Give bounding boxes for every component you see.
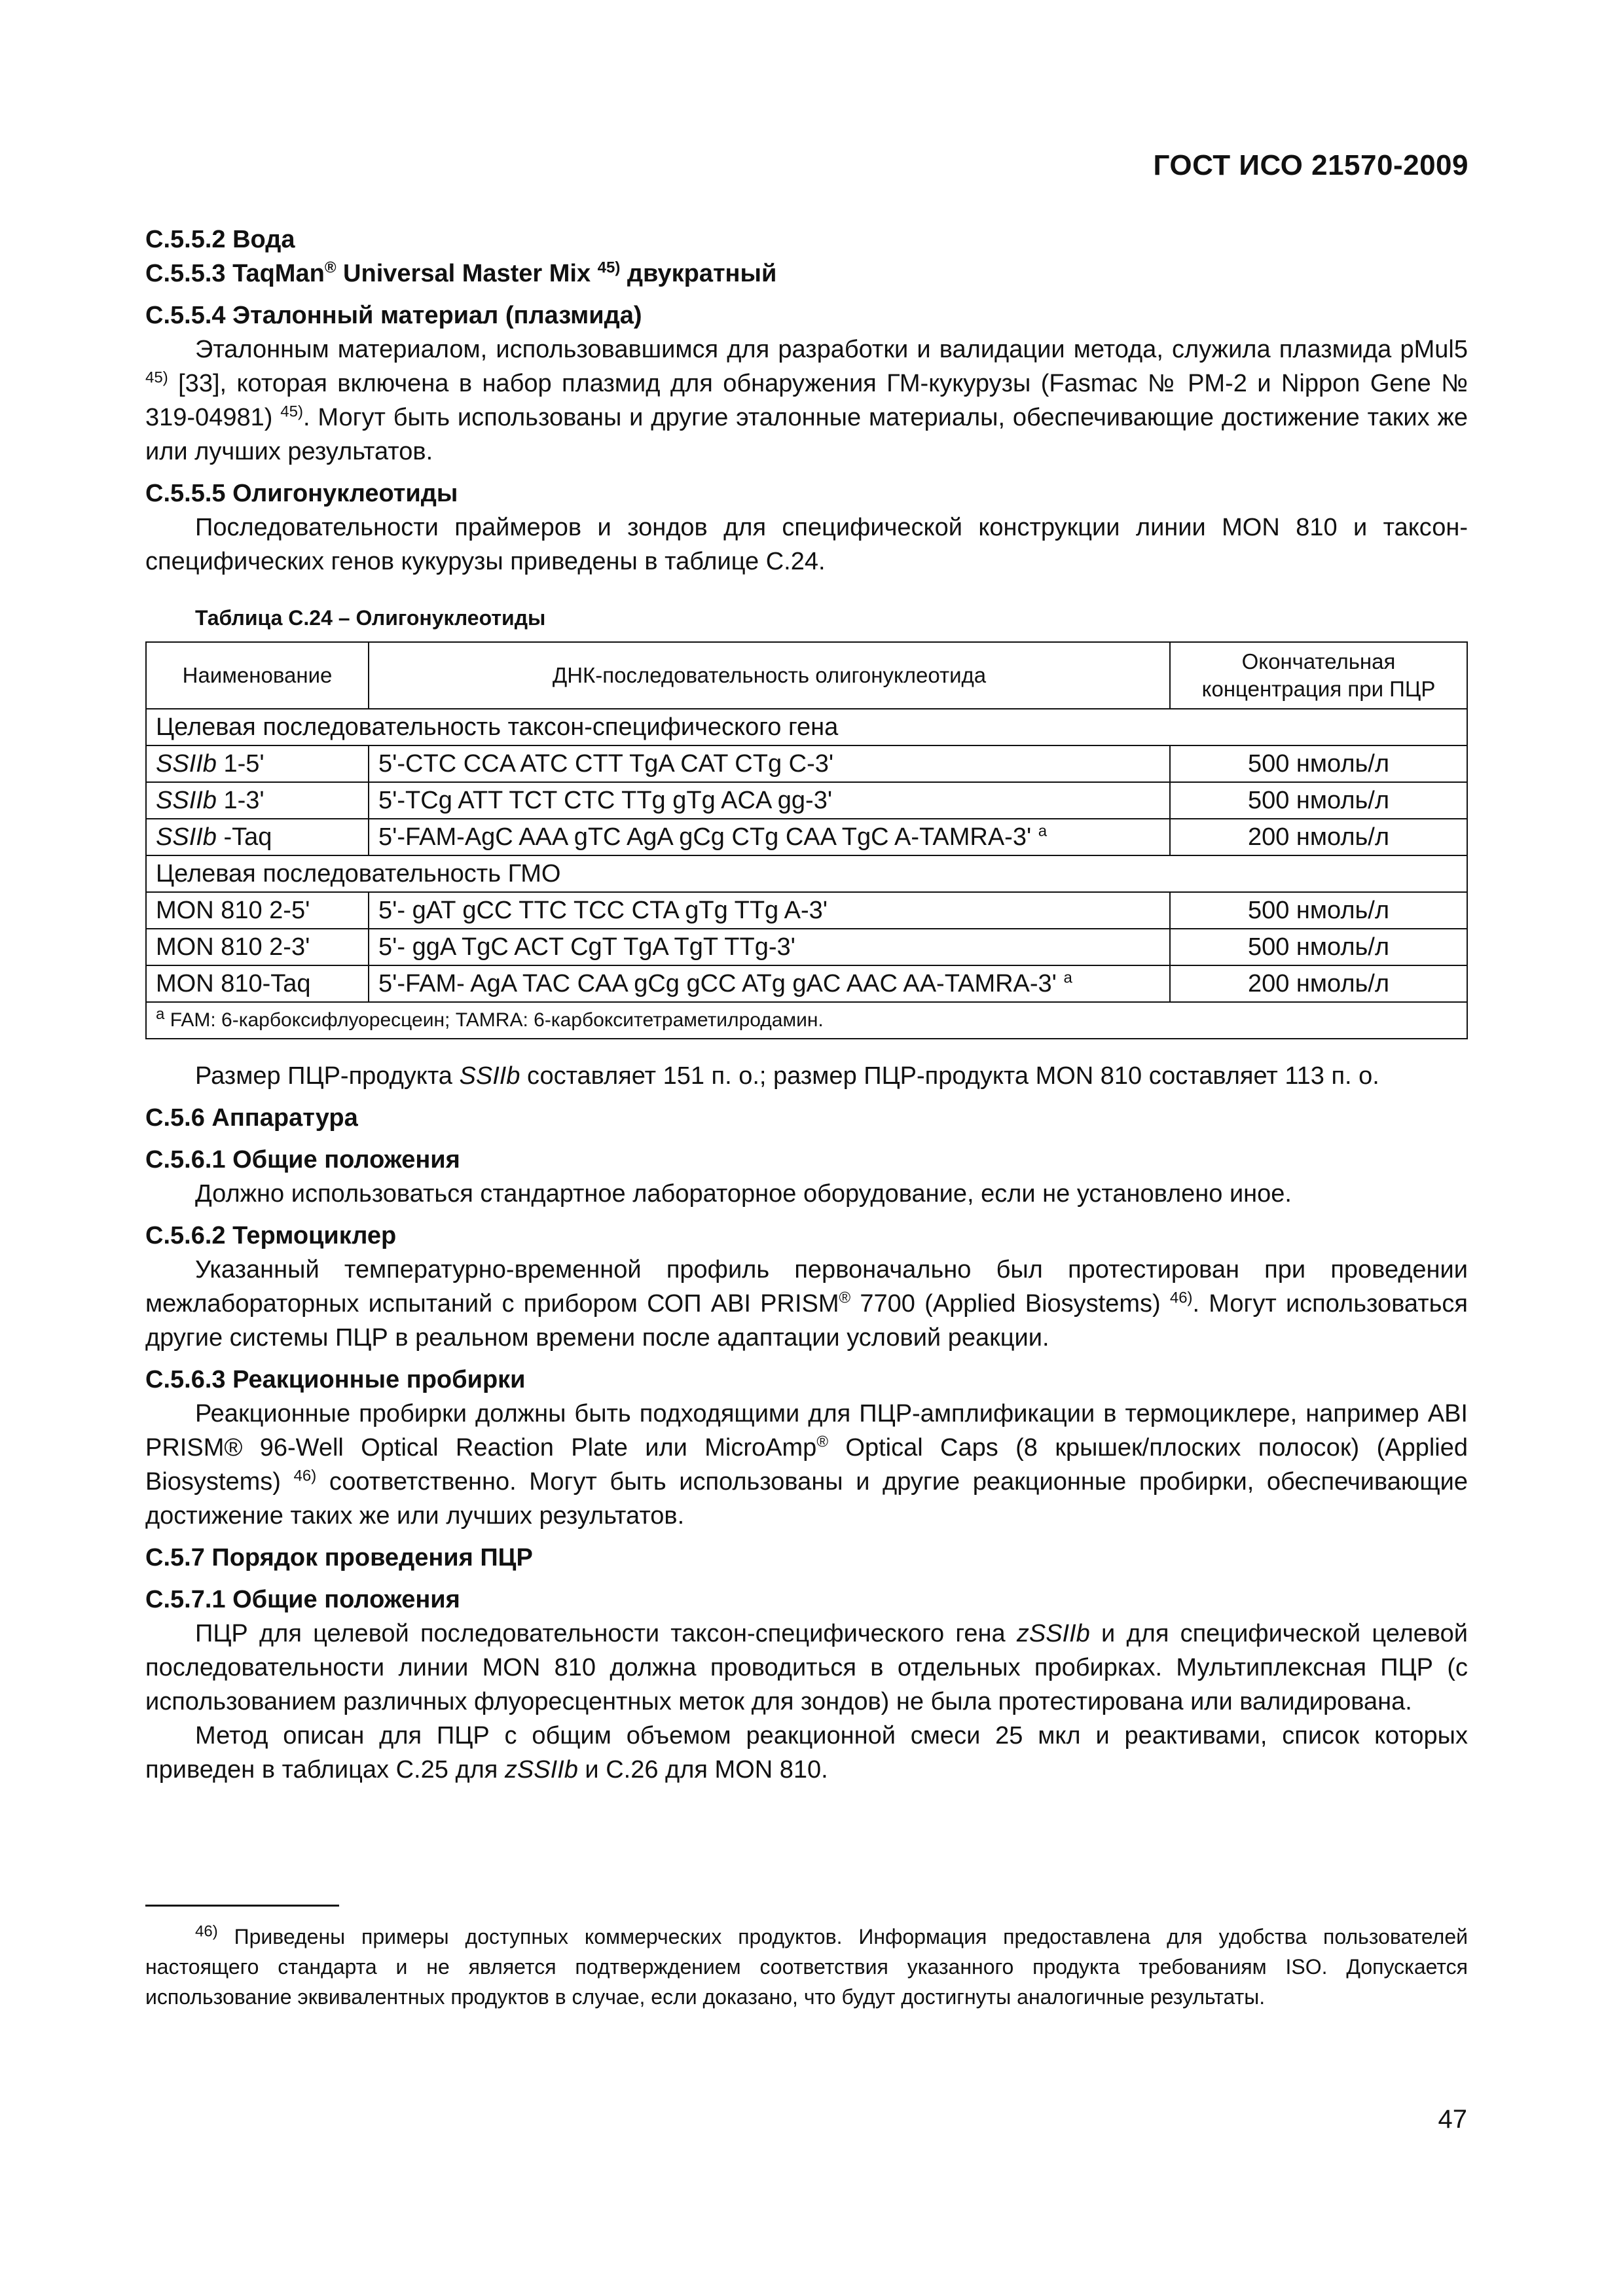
table-note-mark: a xyxy=(1063,969,1072,987)
table-row xyxy=(146,745,1467,782)
footnote-ref: 46) xyxy=(195,1922,218,1941)
registered-mark: ® xyxy=(816,1433,828,1451)
heading-c571: С.5.7.1 Общие положения xyxy=(145,1586,460,1613)
oligo-concentration: 500 нмоль/л xyxy=(1170,782,1467,819)
table-header-cell: ДНК-последовательность олигонуклеотида xyxy=(369,642,1170,709)
oligo-name: MON 810 2-5' xyxy=(146,892,369,929)
table-group-label: Целевая последовательность таксон-специфического гена xyxy=(146,709,1467,745)
heading-c562: С.5.6.2 Термоциклер xyxy=(145,1222,397,1249)
heading-c56: С.5.6 Аппаратура xyxy=(145,1104,358,1132)
oligo-concentration: 500 нмоль/л xyxy=(1170,745,1467,782)
heading-c5555: С.5.5.5 Олигонуклеотиды xyxy=(145,480,458,507)
table-header-row xyxy=(146,642,1467,709)
heading-c57: С.5.7 Порядок проведения ПЦР xyxy=(145,1544,533,1571)
registered-mark: ® xyxy=(839,1289,851,1307)
table-footnote-row xyxy=(146,1002,1467,1039)
oligo-concentration: 500 нмоль/л xyxy=(1170,892,1467,929)
heading-c5553: С.5.5.3 TaqMan® Universal Master Mix $^{45)}$ двукратный xyxy=(145,259,777,287)
table-caption: Таблица С.24 – Олигонуклеотиды xyxy=(195,606,546,630)
oligo-name: MON 810 2-3' xyxy=(146,929,369,965)
table-row xyxy=(146,782,1467,819)
footnote-ref: 45) xyxy=(145,368,168,387)
table-group-row xyxy=(146,855,1467,892)
heading-c5552: С.5.5.2 Вода xyxy=(145,226,295,253)
oligo-sequence: 5'-TCg ATT TCT CTC TTg gTg ACA gg-3' xyxy=(369,782,1170,819)
paragraph-pcr-method: Метод описан для ПЦР с общим объемом реакционной смеси 25 мкл и реактивами, список которых приведен в таблицах С.25 для zSSIIb и С.26 для MON 810. xyxy=(145,1722,1468,1784)
paragraph-pcr-general: ПЦР для целевой последовательности таксон-специфического гена zSSIIb и для специфической целевой последовательности линии MON 810 должна проводиться в отдельных пробирках. Мультиплексная ПЦР (с использованием различных флуоресцентных меток для зондов) не была протестирована или валидирована. xyxy=(145,1620,1468,1715)
table-group-row xyxy=(146,709,1467,745)
footnote-ref: 45) xyxy=(597,259,621,277)
oligo-concentration: 500 нмоль/л xyxy=(1170,929,1467,965)
registered-mark: ® xyxy=(324,259,337,277)
oligonucleotide-table xyxy=(145,641,1468,1039)
heading-c561: С.5.6.1 Общие положения xyxy=(145,1146,460,1174)
paragraph-reference-material: Эталонным материалом, использовавшимся для разработки и валидации метода, служила плазмида pMul5 $^{45)}$ [33], которая включена в набор плазмид для обнаружения ГМ-кукурузы (Fasmac № PM-2 и Nippon Gene № 319-04981) $^{45)}$. Могут быть использованы и другие эталонные материалы, обеспечивающие достижение таких же или лучших результатов. xyxy=(145,336,1468,465)
page-number: 47 xyxy=(1438,2105,1467,2134)
oligo-sequence: 5'- ggA TgC ACT CgT TgA TgT TTg-3' xyxy=(369,929,1170,965)
paragraph-thermocycler: Указанный температурно-временной профиль первоначально был протестирован при проведении межлабораторных испытаний с прибором СОП ABI PRISM® 7700 (Applied Biosystems) $^{46)}$. Могут использоваться другие системы ПЦР в реальном времени после адаптации условий реакции. xyxy=(145,1256,1468,1352)
main-content xyxy=(145,223,1468,1787)
footnote-ref: 45) xyxy=(280,403,303,421)
heading-c563: С.5.6.3 Реакционные пробирки xyxy=(145,1366,526,1393)
table-header-cell: Окончательная концентрация при ПЦР xyxy=(1170,642,1467,709)
paragraph-reaction-tubes: Реакционные пробирки должны быть подходящими для ПЦР-амплификации в термоциклере, например ABI PRISM® 96-Well Optical Reaction Plate или MicroAmp® Optical Caps (8 крышек/плоских полосок) (Applied Biosystems) $^{46)}$ соответственно. Могут быть использованы и другие реакционные пробирки, обеспечивающие достижение таких же или лучших результатов. xyxy=(145,1400,1468,1530)
oligo-sequence: 5'- gAT gCC TTC TCC CTA gTg TTg A-3' xyxy=(369,892,1170,929)
table-row xyxy=(146,929,1467,965)
paragraph-oligonucleotides: Последовательности праймеров и зондов для специфической конструкции линии MON 810 и таксон-специфических генов кукурузы приведены в таблице С.24. xyxy=(145,514,1468,575)
table-group-label: Целевая последовательность ГМО xyxy=(146,855,1467,892)
table-row xyxy=(146,965,1467,1002)
paragraph-equipment: Должно использоваться стандартное лабораторное оборудование, если не установлено иное. xyxy=(195,1180,1292,1208)
oligo-sequence: 5'-FAM-AgC AAA gTC AgA gCg CTg CAA TgC A-TAMRA-3' $^a$ xyxy=(369,819,1170,855)
document-code: ГОСТ ИСО 21570-2009 xyxy=(1153,149,1468,181)
table-footnote: $^a$ FAM: 6-карбоксифлуоресцеин; TAMRA: 6-карбокситетраметилродамин. xyxy=(146,1002,1467,1039)
oligo-sequence: 5'-CTC CCA ATC CTT TgA CAT CTg C-3' xyxy=(369,745,1170,782)
table-row xyxy=(146,892,1467,929)
footnote-ref: 46) xyxy=(293,1467,317,1485)
oligo-name: SSIIb 1-5' xyxy=(146,745,369,782)
oligo-concentration: 200 нмоль/л xyxy=(1170,965,1467,1002)
footnote-ref: 46) xyxy=(1169,1289,1193,1307)
oligo-name: MON 810-Taq xyxy=(146,965,369,1002)
footnote-separator xyxy=(145,1905,339,1907)
oligo-sequence: 5'-FAM- AgA TAC CAA gCg gCC ATg gAC AAC AA-TAMRA-3' $^a$ xyxy=(369,965,1170,1002)
oligo-name: SSIIb -Taq xyxy=(146,819,369,855)
heading-c5554: С.5.5.4 Эталонный материал (плазмида) xyxy=(145,302,642,329)
table-row xyxy=(146,819,1467,855)
page-footnote: $^{46)}$ Приведены примеры доступных коммерческих продуктов. Информация предоставлена для удобства пользователей настоящего стандарта и не является подтверждением соответствия указанного продукта требованиям ISO. Допускается использование эквивалентных продуктов в случае, если доказано, что будут достигнуты аналогичные результаты. xyxy=(145,1922,1468,2009)
oligo-concentration: 200 нмоль/л xyxy=(1170,819,1467,855)
table-header-cell: Наименование xyxy=(146,642,369,709)
table-note-mark: a xyxy=(1038,822,1048,840)
paragraph-product-size: Размер ПЦР-продукта SSIIb составляет 151 п. о.; размер ПЦР-продукта MON 810 составляет 113 п. о. xyxy=(195,1062,1379,1090)
oligo-name: SSIIb 1-3' xyxy=(146,782,369,819)
